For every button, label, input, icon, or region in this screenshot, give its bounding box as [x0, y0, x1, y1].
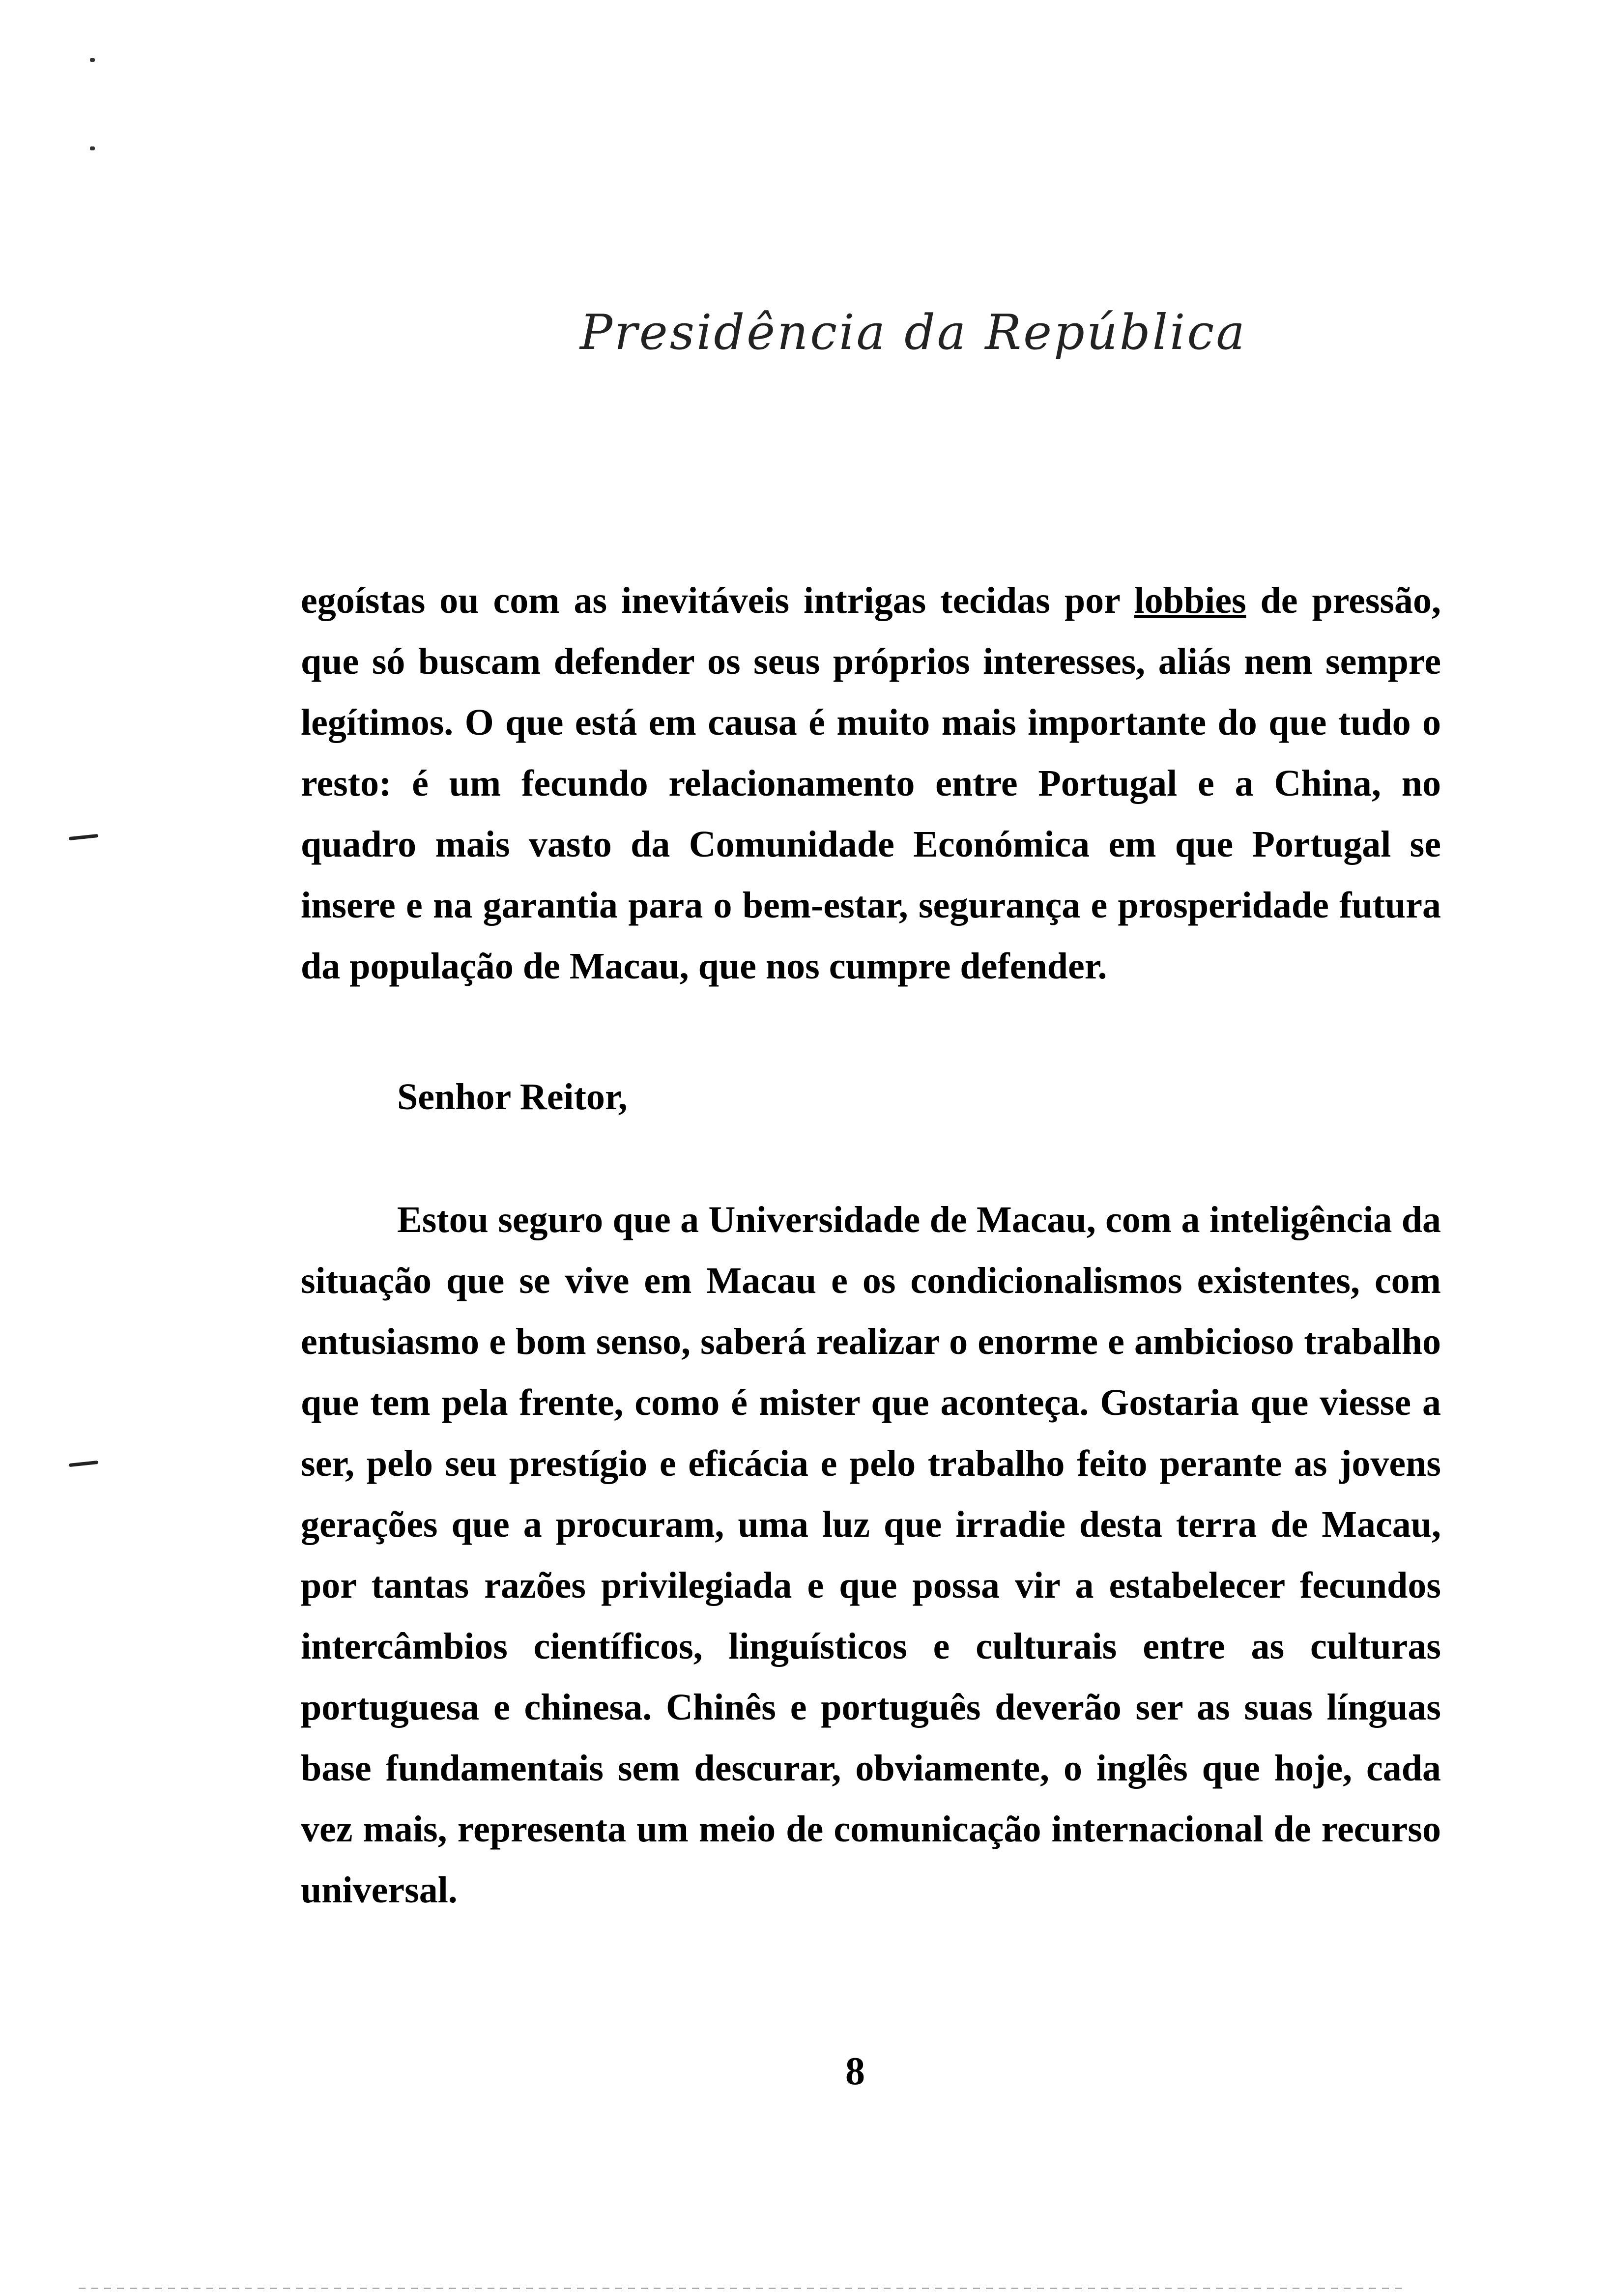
- scan-edge-line: [79, 2288, 1406, 2289]
- letterhead: Presidência da República: [580, 305, 1247, 361]
- scan-mark: [90, 58, 95, 62]
- scan-mark: [90, 146, 95, 150]
- salutation: Senhor Reitor,: [397, 1076, 628, 1118]
- scan-mark: [69, 1461, 98, 1467]
- paragraph-text-end: de pressão, que só buscam defender os seus próprios interesses, aliás nem sempre legítimos. O que está em causa é muito mais importante do que tudo o resto: é um fecundo relacionamento entre Portugal e a China, no quadro mais vasto da Comunidade Económica em que Portugal se insere e na garantia para o bem-estar, segurança e prosperidade futura da população de Macau, que nos cumpre defender.: [301, 580, 1441, 987]
- page-number: 8: [845, 2050, 865, 2093]
- paragraph-continuation: [301, 570, 1441, 997]
- underlined-term: lobbies: [1134, 580, 1246, 621]
- paragraph-main: Estou seguro que a Universidade de Macau, com a inteligência da situação que se vive em Macau e os condicionalismos existentes, com entusiasmo e bom senso, saberá realizar o enorme e ambicioso trabalho que tem pela frente, como é mister que aconteça. Gostaria que viesse a ser, pelo seu prestígio e eficácia e pelo trabalho feito perante as jovens gerações que a procuram, uma luz que irradie desta terra de Macau, por tantas razões privilegiada e que possa vir a estabelecer fecundos intercâmbios científicos, linguísticos e culturais entre as culturas portuguesa e chinesa. Chinês e português deverão ser as suas línguas base fundamentais sem descurar, obviamente, o inglês que hoje, cada vez mais, representa um meio de comunicação internacional de recurso universal.: [301, 1199, 1441, 1911]
- scan-mark: [69, 834, 98, 840]
- paragraph-text-start: egoístas ou com as inevitáveis intrigas tecidas por: [301, 580, 1134, 621]
